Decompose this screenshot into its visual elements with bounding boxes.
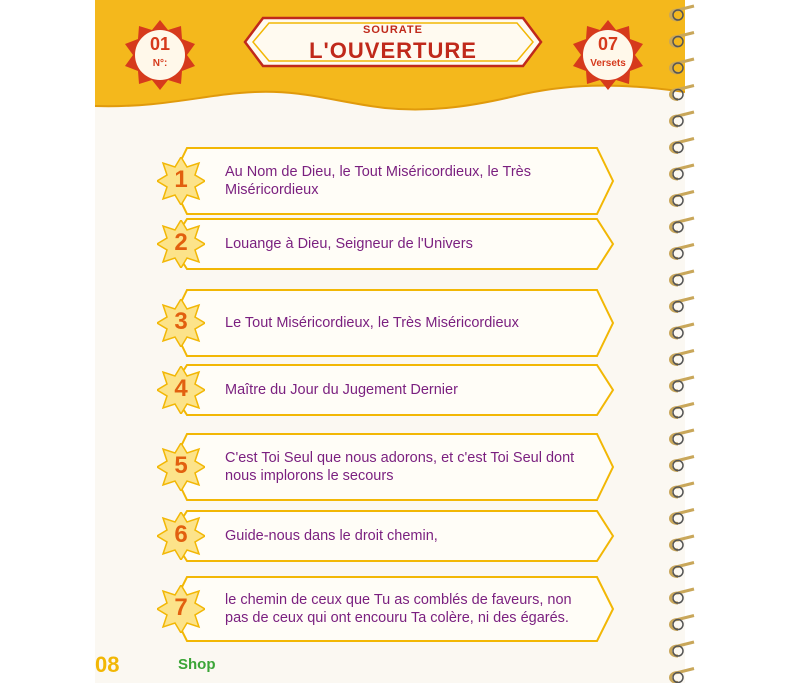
verse-number: 4 (174, 375, 188, 402)
verse-row (157, 286, 617, 360)
verse-row (157, 362, 617, 418)
sourate-title-box (243, 16, 543, 68)
verse-number: 1 (174, 166, 188, 193)
verse-number-badge (157, 157, 205, 205)
verse-number-badge (157, 512, 205, 560)
book-page (95, 0, 685, 683)
verse-text: Au Nom de Dieu, le Tout Miséricordieux, le Très Miséricordieux (225, 164, 531, 198)
sourate-number-label: N°: (152, 58, 168, 69)
verse-text: Louange à Dieu, Seigneur de l'Univers (225, 236, 473, 252)
page-number: 08 (95, 652, 120, 677)
verses-count-label: Versets (590, 58, 626, 69)
verse-text: Guide-nous dans le droit chemin, (225, 528, 438, 544)
sourate-number-badge (123, 18, 197, 92)
verse-text: le chemin de ceux que Tu as comblés de faveurs, non pas de ceux qui ont encouru Ta colère, ni des égarés. (225, 592, 572, 626)
verse-row (157, 574, 617, 644)
verse-row (157, 430, 617, 504)
verse-number: 7 (174, 594, 188, 621)
sourate-name: L'OUVERTURE (309, 38, 477, 63)
verse-text: C'est Toi Seul que nous adorons, et c'est Toi Seul dont nous implorons le secours (225, 450, 575, 484)
verse-number-badge (157, 585, 205, 633)
verse-text: Maître du Jour du Jugement Dernier (225, 382, 458, 398)
verse-number: 6 (174, 521, 188, 548)
verse-number: 3 (174, 308, 188, 335)
verse-number-badge (157, 299, 205, 347)
star-badge-icon (123, 18, 197, 92)
shop-logo: Shop (178, 656, 216, 673)
verse-number: 5 (174, 452, 188, 479)
verse-number: 2 (174, 229, 188, 256)
verse-row (157, 144, 617, 218)
verse-number-badge (157, 366, 205, 414)
verse-text: Le Tout Miséricordieux, le Très Miséricordieux (225, 315, 519, 331)
verses-count: 07 (597, 34, 619, 54)
verse-row (157, 508, 617, 564)
verse-row (157, 216, 617, 272)
spiral-binding (660, 0, 720, 683)
sourate-label: SOURATE (363, 24, 423, 36)
star-badge-icon (571, 18, 645, 92)
verse-number-badge (157, 220, 205, 268)
verses-count-badge (571, 18, 645, 92)
sourate-number: 01 (149, 34, 171, 54)
verse-number-badge (157, 443, 205, 491)
